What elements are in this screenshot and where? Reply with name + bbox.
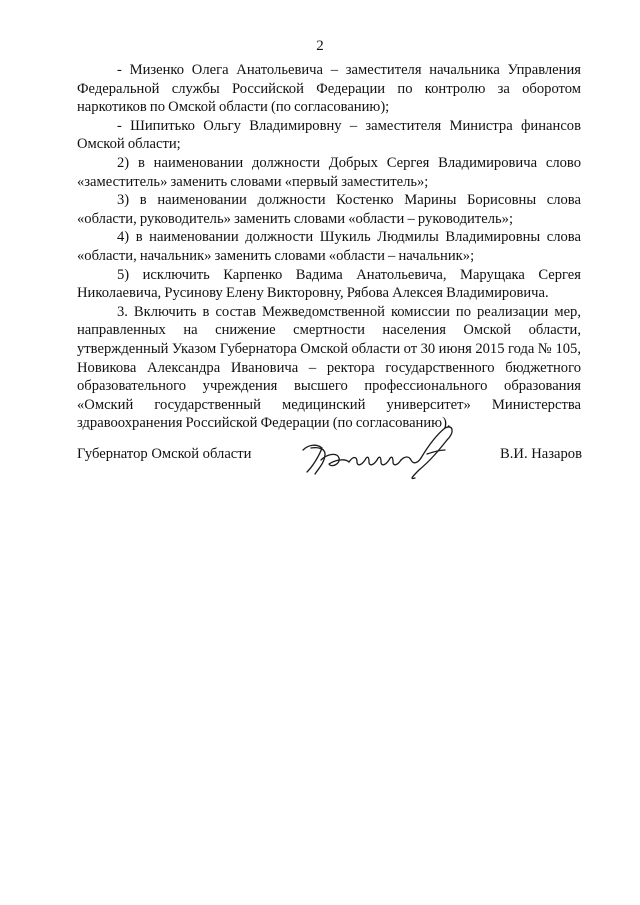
signatory-name: В.И. Назаров [500, 446, 582, 462]
handwritten-signature [295, 420, 465, 500]
paragraph-item-2: 2) в наименовании должности Добрых Сергея Владимировича слово «заместитель» заменить словами «первый заместитель»; [77, 154, 581, 190]
paragraph-item-5: 5) исключить Карпенко Вадима Анатольевича, Марущака Сергея Николаевича, Русинову Елену Викторовну, Рябова Алексея Владимировича. [77, 266, 581, 302]
signature-block [77, 440, 582, 500]
paragraph-item-4: 4) в наименовании должности Шукиль Людмилы Владимировны слова «области, начальник» заменить словами «области – начальник»; [77, 229, 581, 264]
signatory-position: Губернатор Омской области [77, 446, 252, 462]
paragraph-section-3: 3. Включить в состав Межведомственной комиссии по реализации мер, направленных на снижение смертности населения Омской области, утвержденный Указом Губернатора Омской области от 30 июня 2015 года № 105, Новикова Александра Ивановича – ректора государственного бюджетного образовательного учреждения высшего профессионального образования «Омский государственный медицинский университет» Министерства здравоохранения Российской Федерации (по согласованию). [77, 303, 581, 432]
page-number: 2 [316, 38, 324, 54]
paragraph-mizenko: - Мизенко Олега Анатольевича – заместителя начальника Управления Федеральной службы Российской Федерации по контролю за оборотом наркотиков по Омской области (по согласованию); [77, 62, 581, 116]
paragraph-item-3: 3) в наименовании должности Костенко Марины Борисовны слова «области, руководитель» заменить словами «области – руководитель»; [77, 192, 581, 227]
paragraph-shipitko: - Шипитько Ольгу Владимировну – заместителя Министра финансов Омской области; [77, 117, 581, 153]
document-body [77, 61, 581, 433]
